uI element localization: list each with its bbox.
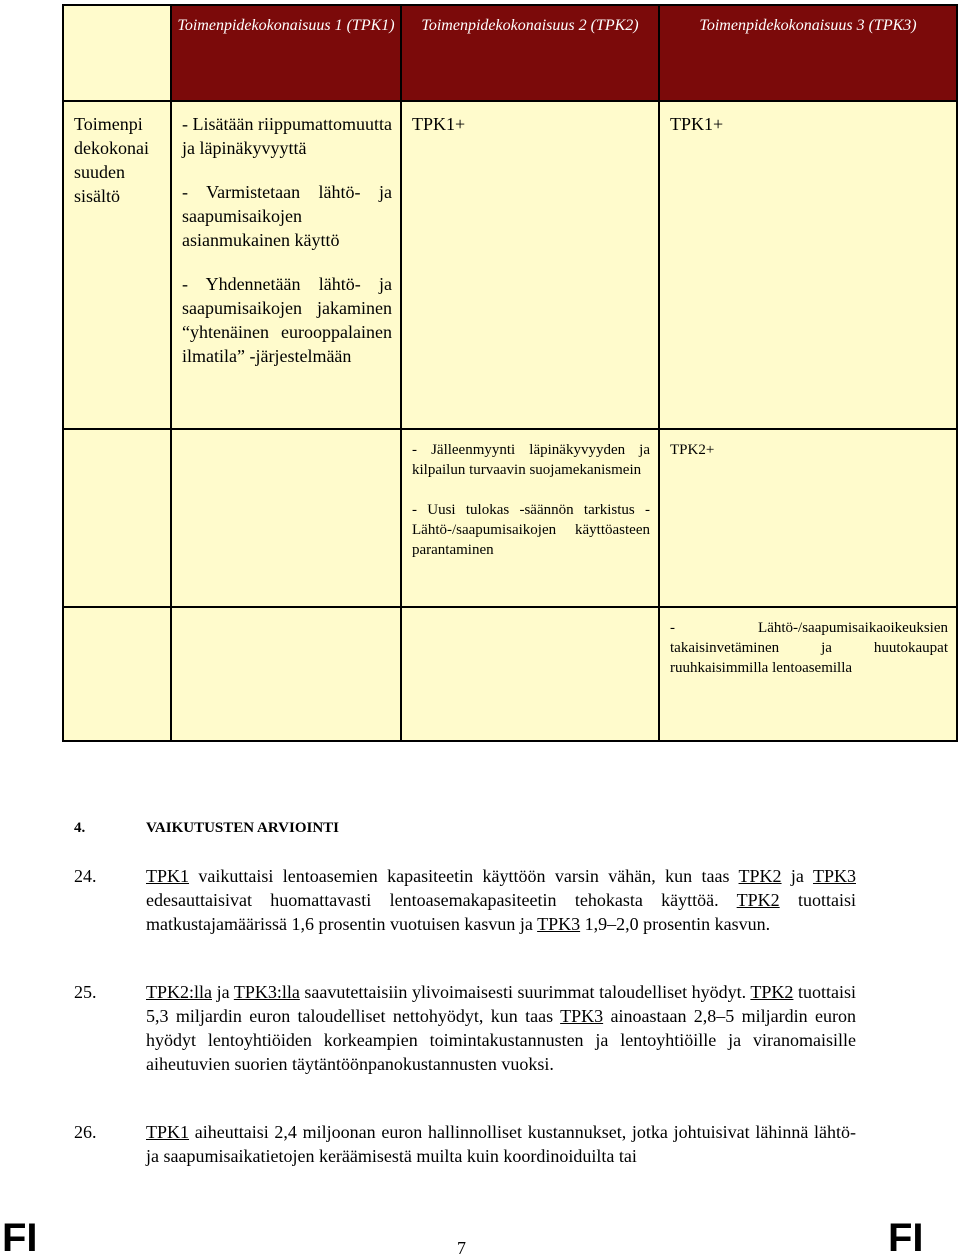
paragraph-26 — [74, 1120, 856, 1168]
section-number: 4. — [74, 820, 86, 836]
paragraph-body — [146, 1120, 856, 1168]
measure-reference: TPK2 — [738, 866, 782, 886]
paragraph-25 — [74, 980, 856, 1076]
row3-tpk2-cell — [400, 606, 660, 742]
paragraph-text: ja — [781, 866, 813, 886]
cell-tpk1-measures — [170, 100, 402, 430]
header-tpk1: Toimenpidekokonaisuus 1 (TPK1) — [170, 4, 402, 102]
paragraph-number: 24. — [74, 866, 97, 886]
cell-tpk3-row2: TPK2+ — [658, 428, 958, 608]
measure-reference: TPK2 — [736, 890, 780, 910]
paragraph-body — [146, 864, 856, 936]
paragraph-text: saavutettaisiin ylivoimaisesti suurimmat taloudelliset hyödyt. — [299, 982, 751, 1002]
row-label-content: Toimenpi dekokonai suuden sisältö — [62, 100, 172, 430]
measure-reference: TPK1 — [146, 866, 190, 886]
measure-reference: TPK2:lla — [146, 982, 212, 1002]
paragraph-text: tuottaisi matkustajamäärissä 1,6 prosentin vuotuisen kasvun ja — [146, 890, 857, 934]
row2-label-cell — [62, 428, 172, 608]
paragraph-text: edesauttaisivat huomattavasti lentoasemakapasiteetin tehokasta käyttöä. — [146, 890, 737, 910]
cell-tpk3-measures — [658, 606, 958, 742]
paragraph-number: 26. — [74, 1122, 97, 1142]
row3-tpk1-cell — [170, 606, 402, 742]
cell-tpk2-row1: TPK1+ — [400, 100, 660, 430]
measure-reference: TPK3 — [560, 1006, 604, 1026]
measure-reference: TPK2 — [750, 982, 794, 1002]
paragraph-text: vaikuttaisi lentoasemien kapasiteetin käyttöön varsin vähän, kun taas — [189, 866, 739, 886]
paragraph-body — [146, 980, 856, 1076]
language-code-left: FI — [2, 1216, 38, 1260]
measure-reference: TPK3 — [812, 866, 856, 886]
measure-reference: TPK3:lla — [233, 982, 300, 1002]
paragraph-text: ainoastaan 2,8–5 miljardin euron hyödyt lentoyhtiöiden korkeampien toimintakustannusten ja lentoyhtiöille ja viranomaisille aiheutuvien suorien täytäntöönpanokustannusten vuoksi. — [146, 1006, 856, 1074]
paragraph-number: 25. — [74, 982, 97, 1002]
table-corner-cell — [62, 4, 172, 102]
paragraph-text: tuottaisi 5,3 miljardin euron taloudelliset nettohyödyt, kun taas — [146, 982, 856, 1026]
section-title: VAIKUTUSTEN ARVIOINTI — [146, 820, 340, 836]
tpk1-measure: - Varmistetaan lähtö- ja saapumisaikojen asianmukainen käyttö — [182, 182, 392, 250]
cell-tpk3-row1: TPK1+ — [658, 100, 958, 430]
paragraph-24 — [74, 864, 856, 936]
tpk3-measure: - Lähtö-/saapumisaikaoikeuksien takaisinvetäminen ja huutokaupat ruuhkaisimmilla lentoasemilla — [670, 620, 948, 676]
row2-tpk1-cell — [170, 428, 402, 608]
paragraph-text: 1,9–2,0 prosentin kasvun. — [580, 914, 771, 934]
tpk1-measure: - Yhdennetään lähtö- ja saapumisaikojen jakaminen “yhtenäinen eurooppalainen ilmatila” -järjestelmään — [182, 274, 392, 366]
paragraph-text: ja — [212, 982, 234, 1002]
measure-reference: TPK3 — [537, 914, 581, 934]
language-code-right: FI — [888, 1216, 924, 1260]
tpk2-measure: - Jälleenmyynti läpinäkyvyyden ja kilpailun turvaavin suojamekanismein — [412, 442, 650, 478]
tpk2-measure: - Uusi tulokas -säännön tarkistus - Lähtö-/saapumisaikojen käyttöasteen parantaminen — [412, 502, 650, 558]
page-number: 7 — [457, 1238, 466, 1258]
cell-tpk2-measures — [400, 428, 660, 608]
paragraph-text: aiheuttaisi 2,4 miljoonan euron hallinnolliset kustannukset, jotka johtuisivat lähinnä lähtö- ja saapumisaikatietojen keräämisestä muilta kuin koordinoiduilta tai — [146, 1122, 856, 1166]
row3-label-cell — [62, 606, 172, 742]
measures-table — [62, 4, 958, 742]
header-tpk3: Toimenpidekokonaisuus 3 (TPK3) — [658, 4, 958, 102]
measure-reference: TPK1 — [146, 1122, 190, 1142]
header-tpk2: Toimenpidekokonaisuus 2 (TPK2) — [400, 4, 660, 102]
tpk1-measure: - Lisätään riippumattomuutta ja läpinäkyvyyttä — [182, 114, 392, 158]
